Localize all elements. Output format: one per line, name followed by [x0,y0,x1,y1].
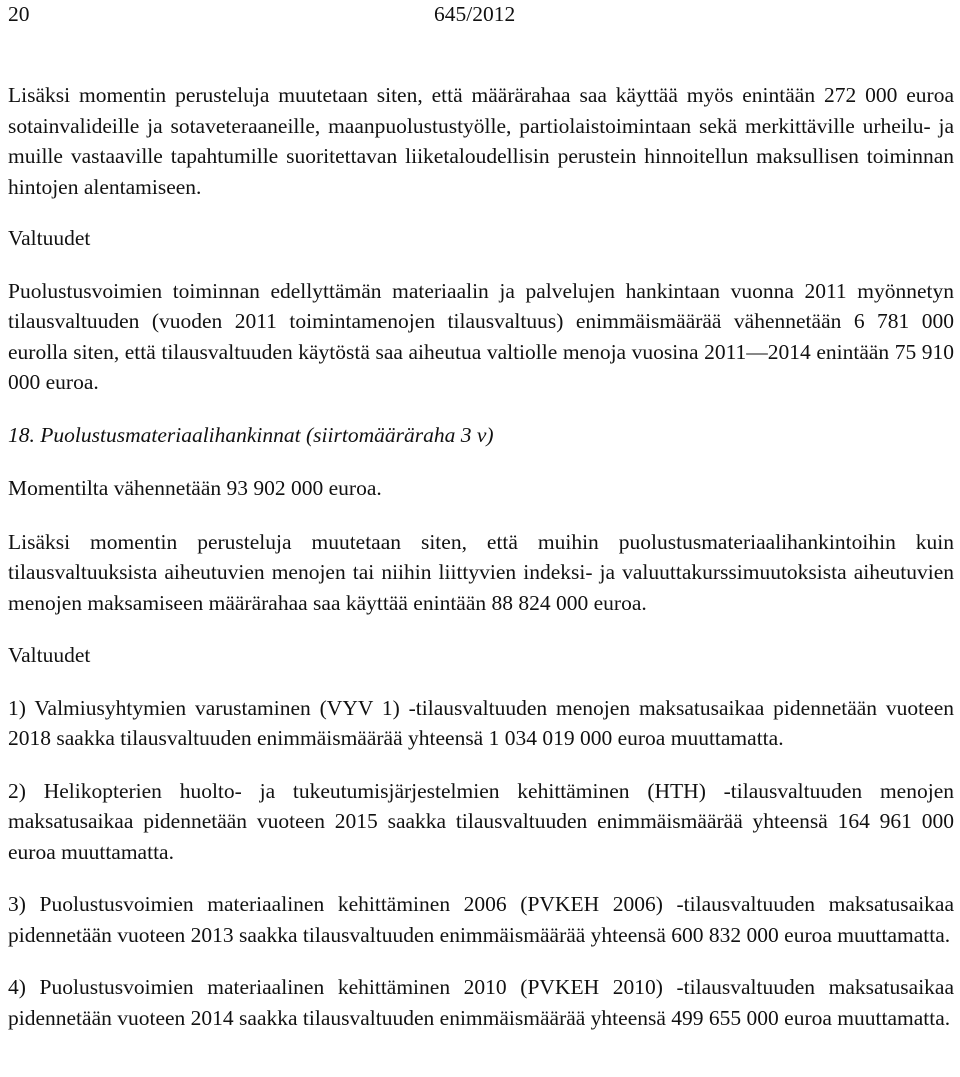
authorization-item-3: 3) Puolustusvoimien materiaalinen kehittäminen 2006 (PVKEH 2006) -tilausvaltuuden maksatusaikaa pidennetään vuoteen 2013 saakka tilausvaltuuden enimmäismäärää yhteensä 600 832 000 euroa muuttamatta. [8,892,954,947]
authorization-item-4: 4) Puolustusvoimien materiaalinen kehittäminen 2010 (PVKEH 2010) -tilausvaltuuden maksatusaikaa pidennetään vuoteen 2014 saakka tilausvaltuuden enimmäismäärää yhteensä 499 655 000 euroa muuttamatta. [8,975,954,1030]
authorization-item-2: 2) Helikopterien huolto- ja tukeutumisjärjestelmien kehittäminen (HTH) -tilausvaltuuden menojen maksatusaikaa pidennetään vuoteen 2015 saakka tilausvaltuuden enimmäismäärää yhteensä 164 961 000 euroa muuttamatta. [8,778,954,864]
paragraph-sotainvalidit: Lisäksi momentin perusteluja muutetaan siten, että määrärahaa saa käyttää myös enintään 272 000 euroa sotainvalideille ja sotaveteraaneille, maanpuolustustyölle, partiolaistoimintaan sekä merkittäville urheilu- ja muille vastaaville tapahtumille suoritettavan liiketaloudellisin perustein hinnoitellun maksullisen toiminnan hintojen alentamiseen. [8,83,954,199]
document-id: 645/2012 [434,2,516,26]
paragraph-momentilta-vahennetaan: Momentilta vähennetään 93 902 000 euroa. [8,476,382,500]
section-heading-valtuudet: Valtuudet [8,226,91,250]
page-number: 20 [8,2,30,26]
item-heading-18: 18. Puolustusmateriaalihankinnat (siirtomääräraha 3 v) [8,422,494,447]
document-body [8,80,954,1033]
section-heading-valtuudet-2: Valtuudet [8,643,91,667]
paragraph-lisaksi-perusteluja: Lisäksi momentin perusteluja muutetaan siten, että muihin puolustusmateriaalihankintoihin kuin tilausvaltuuksista aiheutuvien menojen tai niihin liittyvien indeksi- ja valuuttakurssimuutoksista aiheutuvien menojen maksamiseen määrärahaa saa käyttää enintään 88 824 000 euroa. [8,529,954,615]
page-header [0,0,960,30]
paragraph-tilausvaltuus-2011: Puolustusvoimien toiminnan edellyttämän materiaalin ja palvelujen hankintaan vuonna 2011 myönnetyn tilausvaltuuden (vuoden 2011 toimintamenojen tilausvaltuus) enimmäismäärää vähennetään 6 781 000 eurolla siten, että tilausvaltuuden käytöstä saa aiheutua valtiolle menoja vuosina 2011—2014 enintään 75 910 000 euroa. [8,278,954,394]
authorization-item-1: 1) Valmiusyhtymien varustaminen (VYV 1) -tilausvaltuuden menojen maksatusaikaa pidennetään vuoteen 2018 saakka tilausvaltuuden enimmäismäärää yhteensä 1 034 019 000 euroa muuttamatta. [8,695,954,750]
